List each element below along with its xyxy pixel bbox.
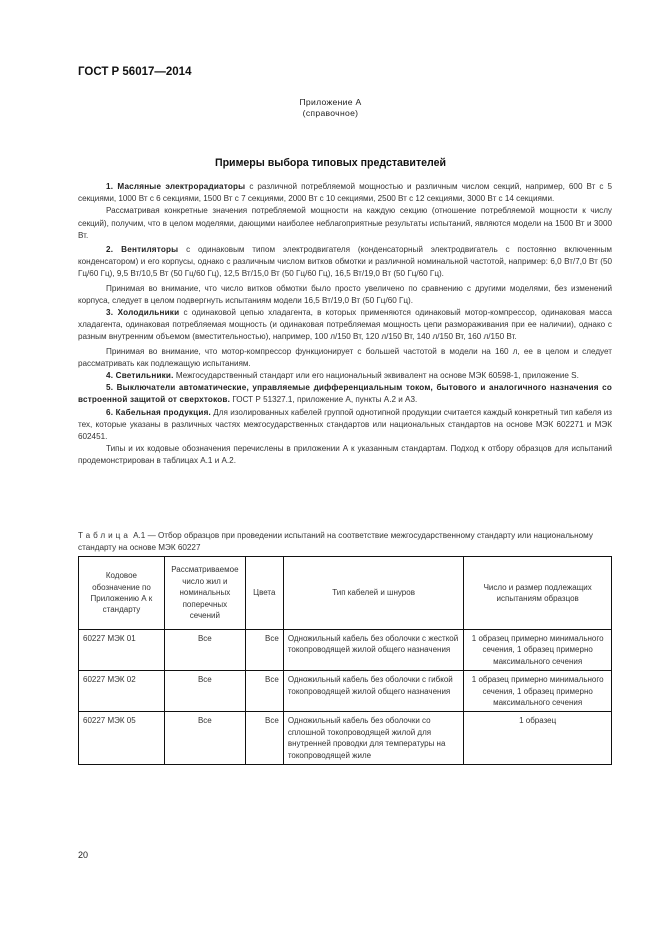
paragraph: Принимая во внимание, что число витков обмотки было просто увеличено по сравнению с другими моделями, без изменений корпуса, следует в целом подвергнуть испытаниям модели 16,5 Вт/19,0 Вт (50 Гц/60 Гц). — [78, 283, 612, 305]
paragraph: Рассматривая конкретные значения потребляемой мощности на каждую секцию (отношение потребляемой мощности к числу секций), получим, что в целом моделями, дающими наиболее неблагоприятные результаты испытаний, являются модели на 1500 Вт и 3000 Вт. — [78, 206, 612, 240]
header-sample-count: Число и размер подлежащих испытаниям образцов — [464, 557, 612, 630]
sample-selection-table — [78, 556, 612, 765]
annex-heading — [0, 97, 661, 119]
table-caption — [78, 530, 612, 553]
table-row: 60227 МЭК 05 Все Все Одножильный кабель без оболочки со сплошной токопроводящей жилой для внутренней проводки для температуры на токопроводящей жиле 1 образец — [79, 712, 612, 765]
paragraph-lead: 5. Выключатели автоматические, управляемые дифференциальным током, бытового и аналогичного назначения со встроенной защитой от сверхтоков. — [78, 383, 612, 405]
paragraph: Принимая во внимание, что мотор-компрессор функционирует с большей частотой в модели на 160 л, ее в целом и следует рассматривать как подлежащую испытаниям. — [78, 346, 612, 368]
table-caption-label: Таблица — [78, 531, 131, 540]
paragraph: 6. Кабельная продукция. Для изолированных кабелей группой однотипной продукции считается каждый конкретный тип кабеля из тех, которые указаны в различных частях межгосударственных стандартов или национальных стандартов на основе МЭК 602271 и МЭК 602451. — [78, 407, 612, 442]
paragraph: 3. Холодильники с одинаковой цепью хладагента, в которых применяются одинаковый мотор-компрессор, одинаковая масса хладагента, одинаковая потребляемая мощность (и одинаковая потребляемая мощность цепи размораживания при ее наличии), однако с разным внутренним объемом (вместительностью), например, 100 л/150 Вт, 120 л/150 Вт, 140 л/150 Вт, 160 л/150 Вт. — [78, 308, 612, 342]
table-caption-text: А.1 — Отбор образцов при проведении испытаний на соответствие межгосударственному стандарту или национальному стандарту на основе МЭК 60227 — [78, 531, 593, 552]
paragraph: 1. Масляные электрорадиаторы с различной потребляемой мощностью и различным числом секций, например, 600 Вт с 5 секциями, 1000 Вт с 6 секциями, 1500 Вт с 7 секциями, 2000 Вт с 10 секциями, 2500 Вт с 12 секциями, 3000 Вт с 14 секциями. — [78, 182, 612, 204]
paragraph-lead: 2. Вентиляторы — [106, 245, 179, 255]
paragraph: 2. Вентиляторы с одинаковым типом электродвигателя (конденсаторный электродвигатель с постоянно включенным конденсатором) и его корпусы, однако с различным числом витков обмотки и различной номинальной частотой, например: 6,0 Вт/7,0 Вт (50 Гц/60 Гц), 9,5 Вт/10,5 Вт (50 Гц/60 Гц), 12,5 Вт/15,0 Вт (50 Гц/60 Гц), 16,5 Вт/19,0 Вт (50 Гц/60 Гц). — [78, 245, 612, 279]
paragraph-lead: 4. Светильники. — [106, 371, 174, 381]
paragraph-lead: 3. Холодильники — [106, 308, 180, 318]
document-id: ГОСТ Р 56017—2014 — [78, 66, 192, 78]
paragraph-lead: 6. Кабельная продукция. — [106, 407, 211, 417]
paragraph: 5. Выключатели автоматические, управляемые дифференциальным током, бытового и аналогичного назначения со встроенной защитой от сверхтоков. ГОСТ Р 51327.1, приложение А, пункты А.2 и А3. — [78, 383, 612, 405]
section-title: Примеры выбора типовых представителей — [214, 157, 447, 169]
header-colors: Цвета — [245, 557, 283, 630]
header-cores: Рассматриваемое число жил и номинальных поперечных сечений — [164, 557, 245, 630]
annex-title: Приложение А — [299, 97, 362, 107]
page-number: 20 — [78, 850, 89, 860]
table-header-row — [79, 557, 612, 630]
header-code: Кодовое обозначение по Приложению А к стандарту — [79, 557, 165, 630]
body-text — [78, 181, 612, 468]
paragraph: 4. Светильники. Межгосударственный стандарт или его национальный эквивалент на основе МЭК 60598-1, приложение S. — [106, 371, 579, 381]
table-row: 60227 МЭК 01 Все Все Одножильный кабель без оболочки с жесткой токопроводящей жилой общего назначения 1 образец примерно минимального сечения, 1 образец примерно максимального сечения — [79, 630, 612, 671]
paragraph: Типы и их кодовые обозначения перечислены в приложении А к указанным стандартам. Подход к отбору образцов для испытаний продемонстрирован в таблицах А.1 и А.2. — [78, 444, 612, 466]
table-row: 60227 МЭК 02 Все Все Одножильный кабель без оболочки с гибкой токопроводящей жилой общего назначения 1 образец примерно минимального сечения, 1 образец примерно максимального сечения — [79, 671, 612, 712]
annex-subtitle: (справочное) — [302, 108, 359, 118]
paragraph-lead: 1. Масляные электрорадиаторы — [106, 182, 246, 191]
header-cable-type: Тип кабелей и шнуров — [283, 557, 464, 630]
